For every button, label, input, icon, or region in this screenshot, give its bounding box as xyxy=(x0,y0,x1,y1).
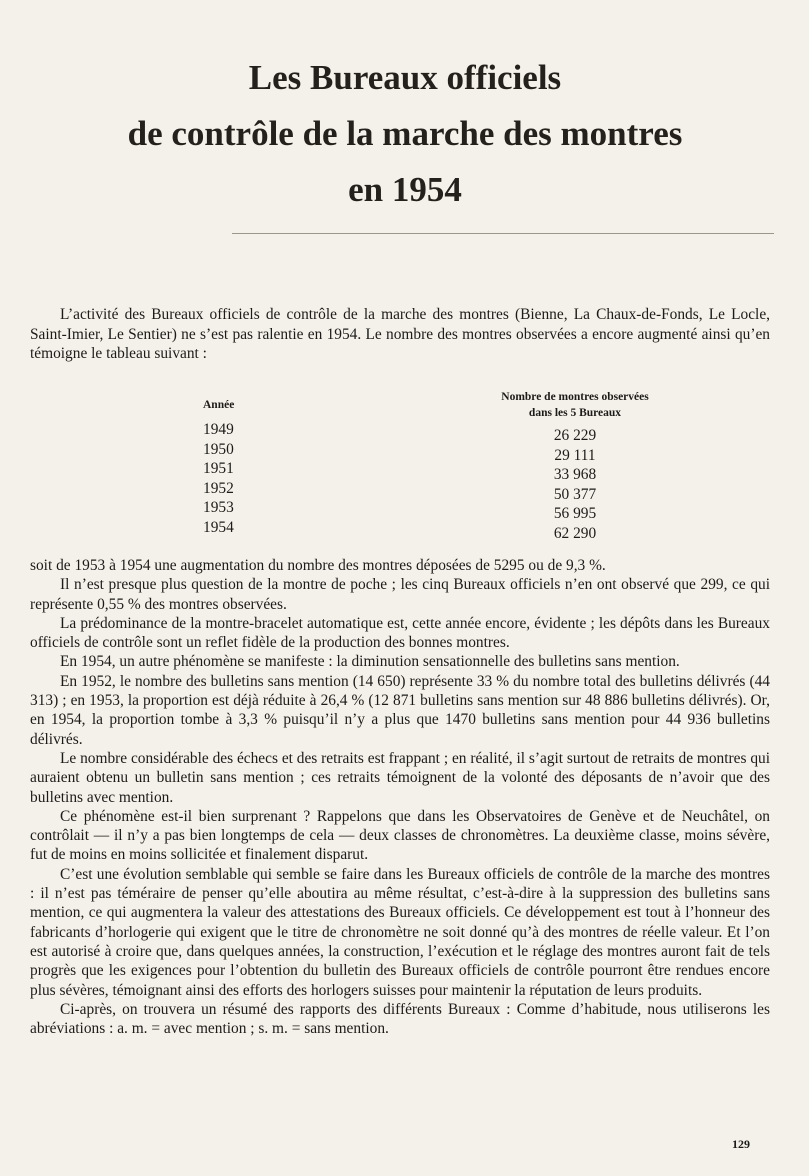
title-line-1: Les Bureaux officiels xyxy=(248,58,562,97)
paragraph: Le nombre considérable des échecs et des retraits est frappant ; en réalité, il s’agit surtout de retraits de montres qui auraient obtenu un bulletin sans mention ; ces retraits témoignent de la volonté des déposants de n’avoir que des bulletins avec mention. xyxy=(30,749,770,806)
table-count-cell: 50 377 xyxy=(553,485,597,503)
table-year-cell: 1949 xyxy=(203,421,234,438)
title-line-3: en 1954 xyxy=(348,170,462,209)
table-header-count-line-2: dans les 5 Bureaux xyxy=(528,407,622,419)
table-header-year: Année xyxy=(203,399,235,411)
paragraph: Il n’est presque plus question de la montre de poche ; les cinq Bureaux officiels n’en ont observé que 299, ce qui représente 0,55 % des montres observées. xyxy=(30,576,770,613)
table-year-cell: 1953 xyxy=(203,499,234,516)
table-year-cell: 1952 xyxy=(203,479,234,497)
table-year-cell: 1954 xyxy=(203,518,234,536)
paragraph: C’est une évolution semblable qui semble se faire dans les Bureaux officiels de contrôle de la marche des montres : il n’est pas téméraire de penser qu’elle aboutira au même résultat, c’est-à-dire à la suppression des bulletins sans mention, ce qui augmentera la valeur des attestations des Bureaux officiels. Ce développement est tout à l’honneur des fabricants d’horlogerie qui exigent que le titre de chronomètre ne soit donné qu’à des montres de réelle valeur. Et l’on est autorisé à croire que, dans quelques années, la construction, l’exécution et le réglage des montres auront fait de tels progrès que les exigences pour l’obtention du bulletin des Bureaux officiels de contrôle pourront être rendues encore plus sévères, témoignant ainsi des efforts des horlogers suisses pour maintenir la réputation de leurs produits. xyxy=(30,865,770,999)
paragraph: En 1954, un autre phénomène se manifeste : la diminution sensationnelle des bulletins sans mention. xyxy=(60,653,680,671)
table-header-count xyxy=(450,389,700,421)
paragraph: En 1952, le nombre des bulletins sans mention (14 650) représente 33 % du nombre total des bulletins délivrés (44 313) ; en 1953, la proportion est déjà réduite à 26,4 % (12 871 bulletins sans mention sur 48 886 bulletins délivrés). Or, en 1954, la proportion tombe à 3,3 % puisqu’il n’y a plus que 1470 bulletins sans mention pour 44 936 bulletins délivrés. xyxy=(30,672,770,748)
table-count-cell: 33 968 xyxy=(553,466,597,483)
intro-paragraph xyxy=(30,305,770,364)
table-count-cell: 62 290 xyxy=(553,524,597,542)
page-number: 129 xyxy=(732,1137,750,1151)
table-year-cell: 1951 xyxy=(203,460,234,477)
paragraph: Ce phénomène est-il bien surprenant ? Rappelons que dans les Observatoires de Genève et de Neuchâtel, on contrôlait — il n’y a pas bien longtemps de cela — deux classes de chronomètres. La deuxième classe, moins sévère, fut de moins en moins sollicitée et finalement disparut. xyxy=(30,807,770,864)
main-text xyxy=(30,556,770,1038)
table-year-column xyxy=(203,420,234,537)
table-year-cell: 1950 xyxy=(203,440,234,458)
table-header-count-line-1: Nombre de montres observées xyxy=(501,391,649,403)
table-count-cell: 56 995 xyxy=(553,505,597,522)
intro-text: L’activité des Bureaux officiels de contrôle de la marche des montres (Bienne, La Chaux-de-Fonds, Le Locle, Saint-Imier, Le Sentier) ne s’est pas ralentie en 1954. Le nombre des montres observées a encore augmenté ainsi qu’en témoigne le tableau suivant : xyxy=(30,306,770,363)
table-count-cell: 29 111 xyxy=(554,446,596,464)
title-line-2: de contrôle de la marche des montres xyxy=(127,114,683,153)
paragraph: soit de 1953 à 1954 une augmentation du nombre des montres déposées de 5295 ou de 9,3 %. xyxy=(30,557,606,574)
paragraph: Ci-après, on trouvera un résumé des rapports des différents Bureaux : Comme d’habitude, nous utiliserons les abréviations : a. m. = avec mention ; s. m. = sans mention. xyxy=(30,1000,770,1038)
table-count-column xyxy=(510,426,640,543)
paragraph: La prédominance de la montre-bracelet automatique est, cette année encore, évidente ; les dépôts dans les Bureaux officiels de contrôle sont un reflet fidèle de la production des bonnes montres. xyxy=(30,614,770,652)
title-divider xyxy=(232,233,774,234)
table-count-cell: 26 229 xyxy=(553,427,597,444)
page-title xyxy=(60,50,750,218)
